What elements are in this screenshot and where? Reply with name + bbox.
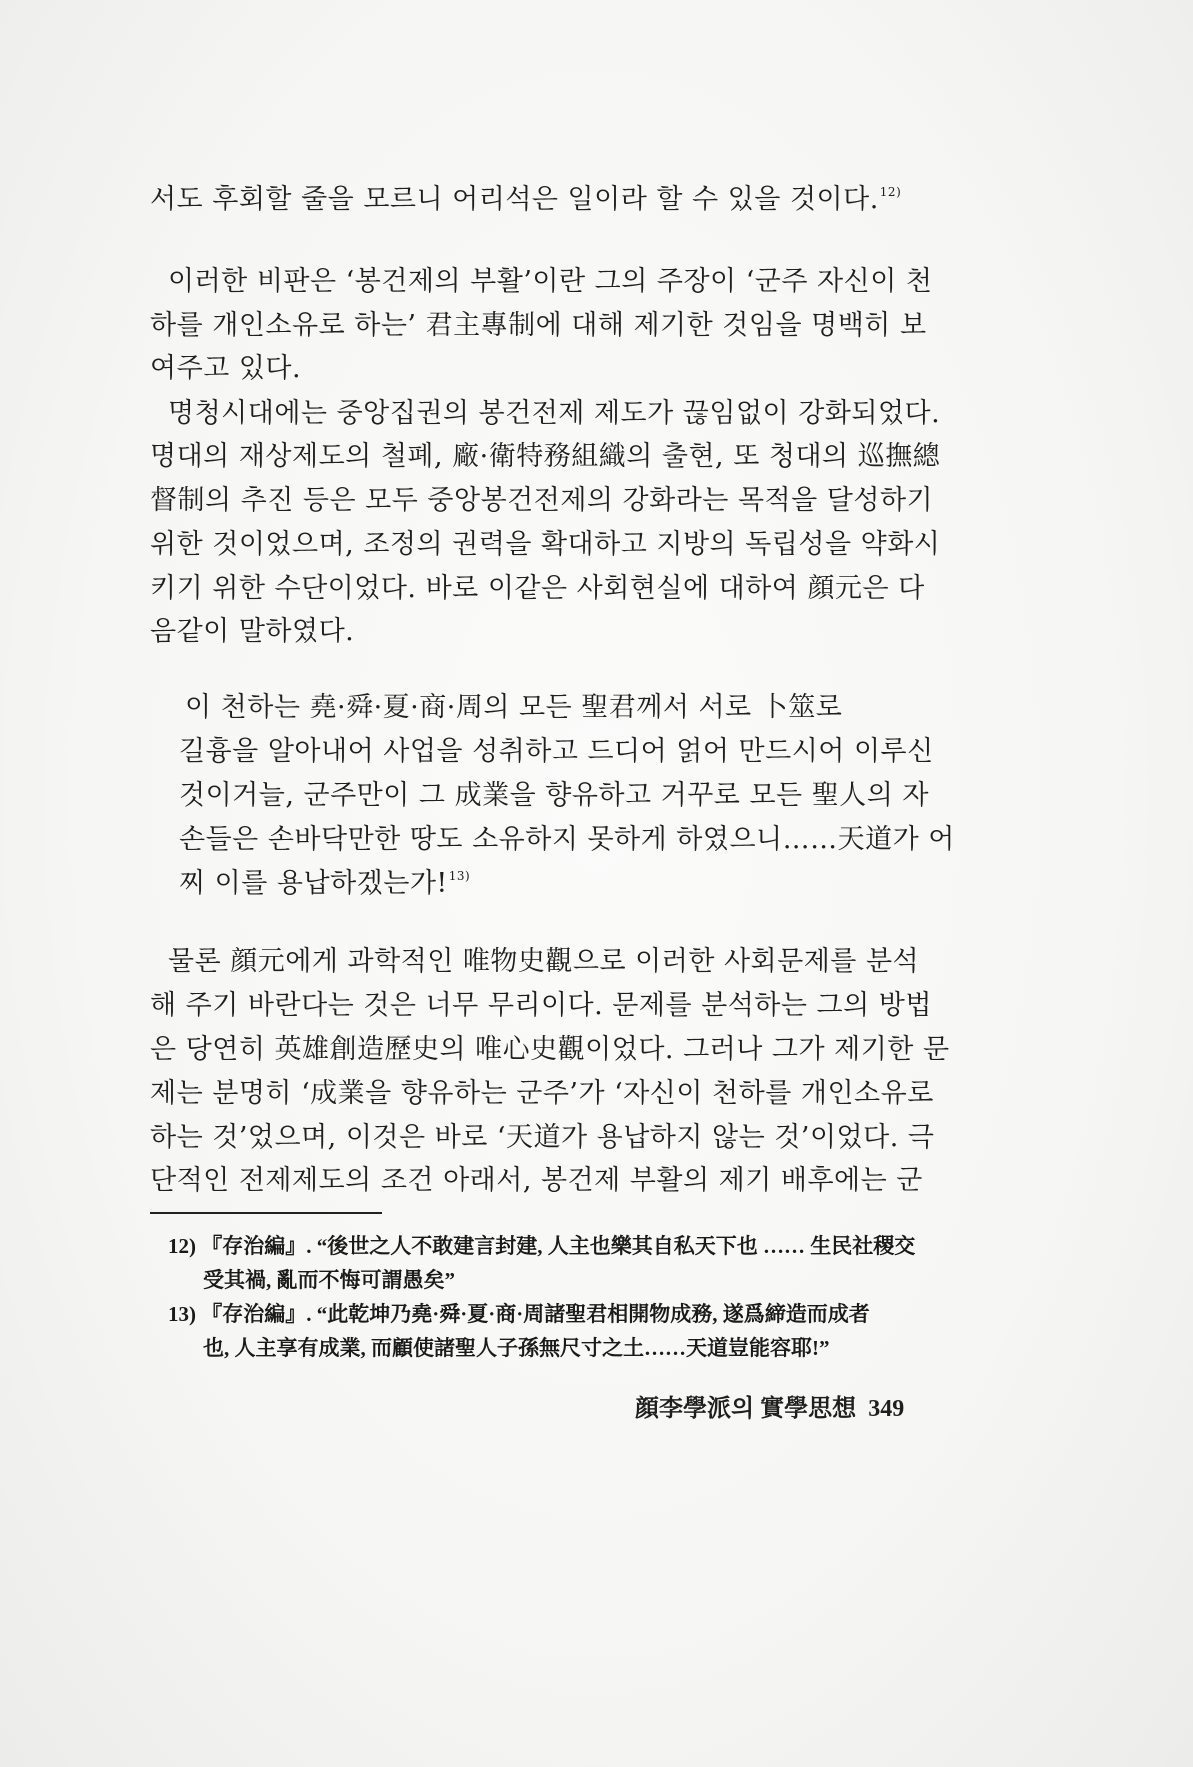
paragraph-line: 음같이 말하였다. bbox=[150, 616, 355, 647]
footnote-ref-12: 12) bbox=[879, 185, 902, 199]
quote-line: 것이거늘, 군주만이 그 成業을 향유하고 거꾸로 모든 聖人의 자 bbox=[179, 780, 929, 811]
footnote-divider bbox=[150, 1212, 382, 1214]
footnote-number: 13) bbox=[168, 1302, 196, 1326]
quote-line: 이 천하는 堯·舜·夏·商·周의 모든 聖君께서 서로 卜筮로 bbox=[185, 692, 843, 723]
paragraph-line: 은 당연히 英雄創造歷史의 唯心史觀이었다. 그러나 그가 제기한 문 bbox=[150, 1034, 950, 1065]
paragraph-line: 단적인 전제제도의 조건 아래서, 봉건제 부활의 제기 배후에는 군 bbox=[150, 1165, 923, 1196]
paragraph-line: 서도 후회할 줄을 모르니 어리석은 일이라 할 수 있을 것이다.$^{12)}$ bbox=[150, 184, 902, 215]
footnote-13 bbox=[168, 1304, 870, 1325]
paragraph-line: 이러한 비판은 ‘봉건제의 부활’이란 그의 주장이 ‘군주 자신이 천 bbox=[168, 266, 933, 297]
footnote-text: 『存治編』. “後世之人不敢建言封建, 人主也樂其自私天下也 …… 生民社稷交 bbox=[201, 1234, 916, 1258]
page-number: 349 bbox=[868, 1396, 905, 1422]
paragraph-line: 해 주기 바란다는 것은 너무 무리이다. 문제를 분석하는 그의 방법 bbox=[150, 990, 932, 1021]
paragraph-line: 키기 위한 수단이었다. 바로 이같은 사회현실에 대하여 顔元은 다 bbox=[150, 573, 925, 604]
quote-line: 손들은 손바닥만한 땅도 소유하지 못하게 하였으니……天道가 어 bbox=[179, 824, 955, 855]
footnote-text: 『存治編』. “此乾坤乃堯·舜·夏·商·周諸聖君相開物成務, 遂爲締造而成者 bbox=[201, 1302, 870, 1326]
paragraph-line: 여주고 있다. bbox=[150, 353, 302, 384]
paragraph-line: 물론 顔元에게 과학적인 唯物史觀으로 이러한 사회문제를 분석 bbox=[168, 946, 920, 977]
paragraph-line: 하를 개인소유로 하는’ 君主專制에 대해 제기한 것임을 명백히 보 bbox=[150, 310, 927, 341]
running-footer bbox=[635, 1397, 904, 1421]
footnote-number: 12) bbox=[168, 1234, 196, 1258]
footnote-12-cont: 受其禍, 亂而不悔可謂愚矣” bbox=[203, 1268, 455, 1292]
running-title: 顔李學派의 實學思想 bbox=[635, 1396, 857, 1422]
paragraph-line: 위한 것이었으며, 조정의 권력을 확대하고 지방의 독립성을 약화시 bbox=[150, 529, 941, 560]
paragraph-line: 제는 분명히 ‘成業을 향유하는 군주’가 ‘자신이 천하를 개인소유로 bbox=[150, 1078, 934, 1109]
paragraph-line: 명대의 재상제도의 철폐, 廠·衛特務組織의 출현, 또 청대의 巡撫總 bbox=[150, 441, 941, 472]
quote-line: 찌 이를 용납하겠는가!$^{13)}$ bbox=[179, 868, 471, 899]
quote-line: 길흉을 알아내어 사업을 성취하고 드디어 얽어 만드시어 이루신 bbox=[179, 736, 934, 767]
footnote-12 bbox=[168, 1236, 915, 1257]
footnote-ref-13: 13) bbox=[448, 869, 471, 883]
footnote-13-cont: 也, 人主享有成業, 而顧使諸聖人子孫無尺寸之土……天道豈能容耶!” bbox=[203, 1336, 830, 1360]
paragraph-line: 명청시대에는 중앙집권의 봉건전제 제도가 끊임없이 강화되었다. bbox=[168, 398, 941, 429]
paragraph-line: 하는 것’었으며, 이것은 바로 ‘天道가 용납하지 않는 것’이었다. 극 bbox=[150, 1122, 935, 1153]
paragraph-line: 督制의 추진 등은 모두 중앙봉건전제의 강화라는 목적을 달성하기 bbox=[150, 485, 934, 516]
